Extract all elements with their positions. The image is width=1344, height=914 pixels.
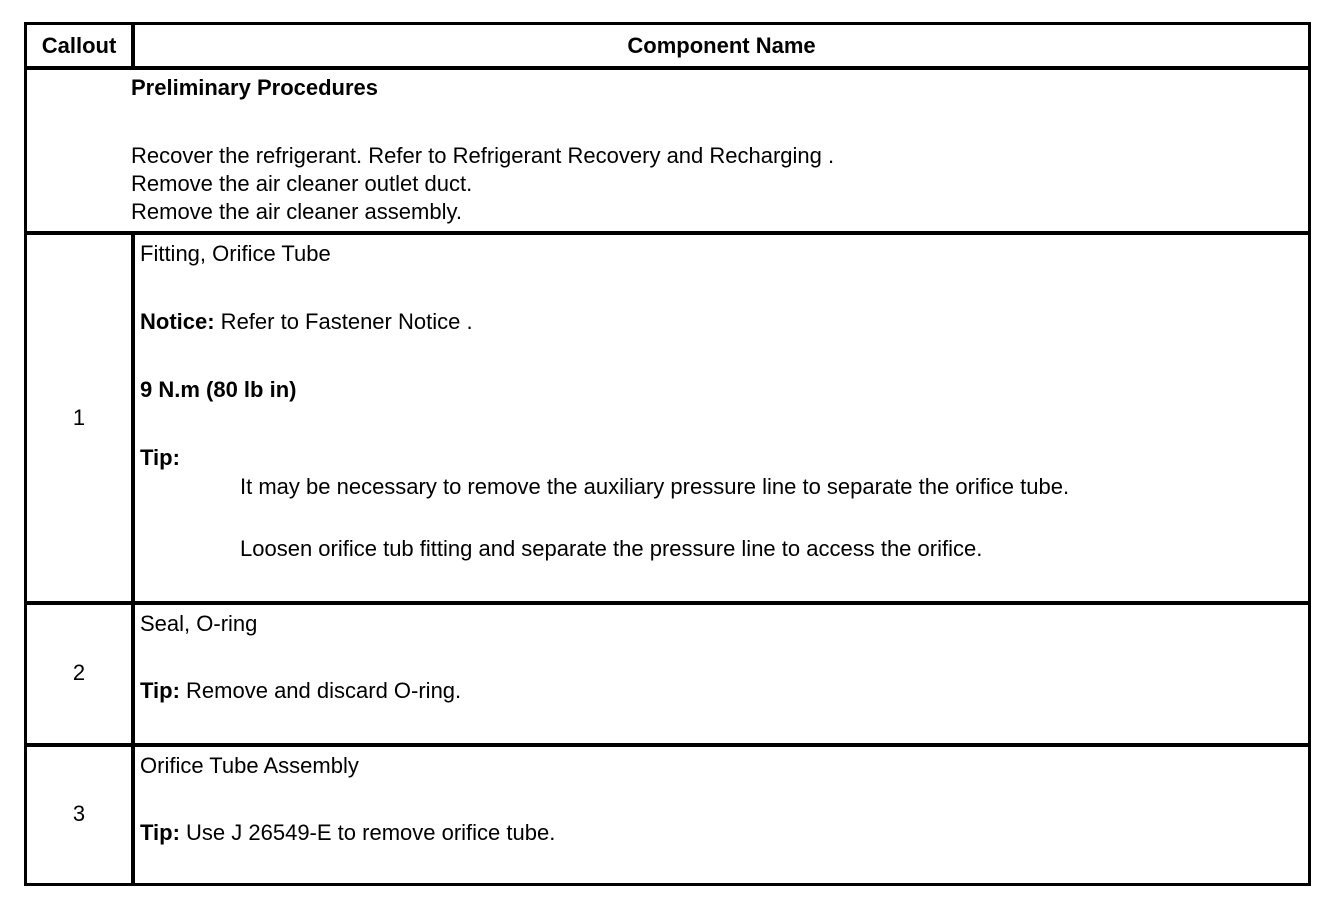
row-rule <box>27 231 1308 235</box>
header-divider <box>131 25 135 66</box>
torque-spec: 9 N.m (80 lb in) <box>140 377 297 402</box>
header-rule <box>27 66 1308 70</box>
row-divider <box>131 601 135 743</box>
tip-line <box>140 677 461 705</box>
tip-label: Tip: <box>140 820 180 845</box>
preliminary-line: Recover the refrigerant. Refer to Refrigerant Recovery and Recharging . <box>131 143 835 168</box>
tip-line <box>140 819 555 847</box>
row-divider <box>131 231 135 601</box>
component-name: Seal, O-ring <box>140 611 258 636</box>
component-name: Orifice Tube Assembly <box>140 753 359 778</box>
tip-label: Tip: <box>140 678 180 703</box>
preliminary-line: Remove the air cleaner assembly. <box>131 199 462 224</box>
procedure-table <box>24 22 1311 886</box>
tip-text: Use J 26549-E to remove orifice tube. <box>179 820 556 845</box>
tip-label: Tip: <box>140 445 180 470</box>
notice-label: Notice: <box>140 309 215 334</box>
row-rule <box>27 743 1308 747</box>
preliminary-line: Remove the air cleaner outlet duct. <box>131 171 473 196</box>
tip-text: It may be necessary to remove the auxiliary pressure line to separate the orifice tube. <box>240 474 1070 499</box>
preliminary-title: Preliminary Procedures <box>131 75 379 100</box>
callout-number: 3 <box>72 801 86 826</box>
row-rule <box>27 601 1308 605</box>
notice-line <box>140 308 473 336</box>
header-callout: Callout <box>41 32 117 58</box>
row-divider <box>131 743 135 886</box>
tip-text: Remove and discard O-ring. <box>179 678 462 703</box>
component-name: Fitting, Orifice Tube <box>140 241 331 266</box>
callout-number: 1 <box>72 405 86 430</box>
notice-text: Refer to Fastener Notice . <box>214 309 473 334</box>
tip-text: Loosen orifice tub fitting and separate the pressure line to access the orifice. <box>240 536 983 561</box>
callout-number: 2 <box>72 660 86 685</box>
header-component-name: Component Name <box>627 32 816 58</box>
